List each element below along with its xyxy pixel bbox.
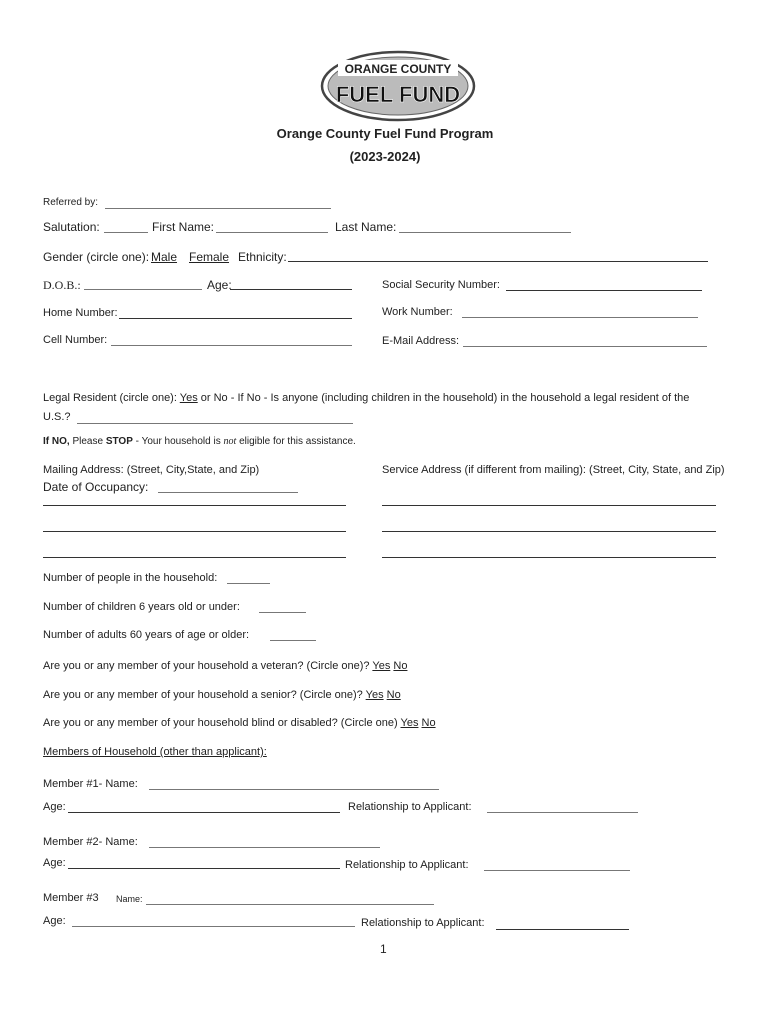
ethnicity-label: Ethnicity: xyxy=(238,250,287,264)
senior-question xyxy=(43,689,401,701)
disabled-question xyxy=(43,717,436,729)
notice-please: Please xyxy=(72,436,104,447)
cell-number-field[interactable] xyxy=(111,345,352,346)
member-2-name-field[interactable] xyxy=(149,847,380,848)
referred-by-field[interactable] xyxy=(105,208,331,209)
email-field[interactable] xyxy=(463,346,707,347)
date-of-occupancy-label: Date of Occupancy: xyxy=(43,480,149,494)
salutation-field[interactable] xyxy=(104,232,148,233)
notice-stop: STOP xyxy=(105,436,133,447)
household-people-field[interactable] xyxy=(227,583,270,584)
member-1-relationship-field[interactable] xyxy=(487,812,638,813)
email-label: E-Mail Address: xyxy=(382,335,460,347)
member-1-name-label: Member #1- Name: xyxy=(43,778,138,790)
household-people-label: Number of people in the household: xyxy=(43,572,218,584)
senior-yes-option[interactable]: Yes xyxy=(365,689,384,701)
page-number: 1 xyxy=(380,942,387,956)
mailing-address-line-2[interactable] xyxy=(43,531,346,532)
veteran-yes-option[interactable]: Yes xyxy=(372,660,391,672)
work-number-field[interactable] xyxy=(462,317,698,318)
gender-female-option[interactable]: Female xyxy=(189,250,230,264)
notice-if-no: If NO, xyxy=(43,436,70,447)
dob-field[interactable] xyxy=(84,289,202,290)
notice-rest: - Your household is xyxy=(135,436,221,447)
svg-text:FUEL FUND: FUEL FUND xyxy=(335,82,461,107)
children-label: Number of children 6 years old or under: xyxy=(43,601,240,613)
work-number-label: Work Number: xyxy=(382,306,453,318)
age-field[interactable] xyxy=(230,289,352,290)
senior-question-label: Are you or any member of your household a senior? (Circle one)? xyxy=(43,689,363,701)
first-name-field[interactable] xyxy=(216,232,328,233)
ssn-label: Social Security Number: xyxy=(382,279,500,291)
adults-field[interactable] xyxy=(270,640,316,641)
svg-text:ORANGE COUNTY: ORANGE COUNTY xyxy=(344,62,452,76)
cell-number-label: Cell Number: xyxy=(43,334,108,346)
last-name-field[interactable] xyxy=(399,232,571,233)
legal-resident-yes-option[interactable]: Yes xyxy=(179,392,198,404)
member-3-relationship-label: Relationship to Applicant: xyxy=(361,917,485,929)
legal-resident-question: or No - If No - Is anyone (including children in the household) in the household a legal resident of the xyxy=(200,392,690,404)
us-question-field[interactable] xyxy=(77,423,353,424)
children-field[interactable] xyxy=(259,612,306,613)
disabled-yes-option[interactable]: Yes xyxy=(400,717,419,729)
veteran-question-label: Are you or any member of your household a veteran? (Circle one)? xyxy=(43,660,370,672)
disabled-question-label: Are you or any member of your household blind or disabled? (Circle one) xyxy=(43,717,398,729)
ethnicity-field[interactable] xyxy=(288,261,708,262)
senior-no-option[interactable]: No xyxy=(386,689,401,701)
service-address-line-2[interactable] xyxy=(382,531,716,532)
orange-county-fuel-fund-logo xyxy=(320,50,476,122)
legal-resident-label: Legal Resident (circle one): xyxy=(43,392,177,404)
form-year: (2023-2024) xyxy=(349,149,421,164)
eligibility-notice xyxy=(43,436,356,447)
gender-label: Gender (circle one): xyxy=(43,250,150,264)
dob-label: D.O.B.: xyxy=(43,278,81,292)
first-name-label: First Name: xyxy=(152,220,215,234)
ssn-field[interactable] xyxy=(506,290,702,291)
member-1-relationship-label: Relationship to Applicant: xyxy=(348,801,472,813)
member-2-age-label: Age: xyxy=(43,857,66,869)
mailing-address-line-3[interactable] xyxy=(43,557,346,558)
member-3-age-field[interactable] xyxy=(72,926,355,927)
referred-by-label: Referred by: xyxy=(43,197,99,208)
service-address-line-1[interactable] xyxy=(382,505,716,506)
member-1-age-field[interactable] xyxy=(68,812,340,813)
disabled-no-option[interactable]: No xyxy=(421,717,436,729)
member-3-relationship-field[interactable] xyxy=(496,929,629,930)
veteran-no-option[interactable]: No xyxy=(393,660,408,672)
gender-male-option[interactable]: Male xyxy=(151,250,178,264)
members-heading: Members of Household (other than applicant): xyxy=(43,746,267,758)
date-of-occupancy-field[interactable] xyxy=(158,492,298,493)
member-2-relationship-label: Relationship to Applicant: xyxy=(345,859,469,871)
mailing-address-line-1[interactable] xyxy=(43,505,346,506)
member-3-prefix-label: Member #3 xyxy=(43,892,99,904)
service-address-label: Service Address (if different from mailing): (Street, City, State, and Zip) xyxy=(382,464,725,476)
member-3-age-label: Age: xyxy=(43,915,66,927)
us-question-label: U.S.? xyxy=(43,411,71,423)
member-2-relationship-field[interactable] xyxy=(484,870,630,871)
service-address-line-3[interactable] xyxy=(382,557,716,558)
salutation-label: Salutation: xyxy=(43,220,100,234)
home-number-field[interactable] xyxy=(119,318,352,319)
veteran-question xyxy=(43,660,407,672)
member-3-name-field[interactable] xyxy=(146,904,434,905)
member-2-name-label: Member #2- Name: xyxy=(43,836,138,848)
legal-resident-line xyxy=(43,392,689,404)
member-1-age-label: Age: xyxy=(43,801,66,813)
adults-label: Number of adults 60 years of age or older: xyxy=(43,629,250,641)
age-label: Age: xyxy=(207,278,232,292)
member-1-name-field[interactable] xyxy=(149,789,439,790)
member-3-name-label: Name: xyxy=(116,894,143,904)
member-2-age-field[interactable] xyxy=(68,868,340,869)
form-title: Orange County Fuel Fund Program xyxy=(276,126,494,141)
home-number-label: Home Number: xyxy=(43,307,118,319)
notice-not: not xyxy=(223,436,237,447)
mailing-address-label: Mailing Address: (Street, City,State, and Zip) xyxy=(43,464,260,476)
notice-end: eligible for this assistance. xyxy=(239,436,356,447)
last-name-label: Last Name: xyxy=(335,220,397,234)
